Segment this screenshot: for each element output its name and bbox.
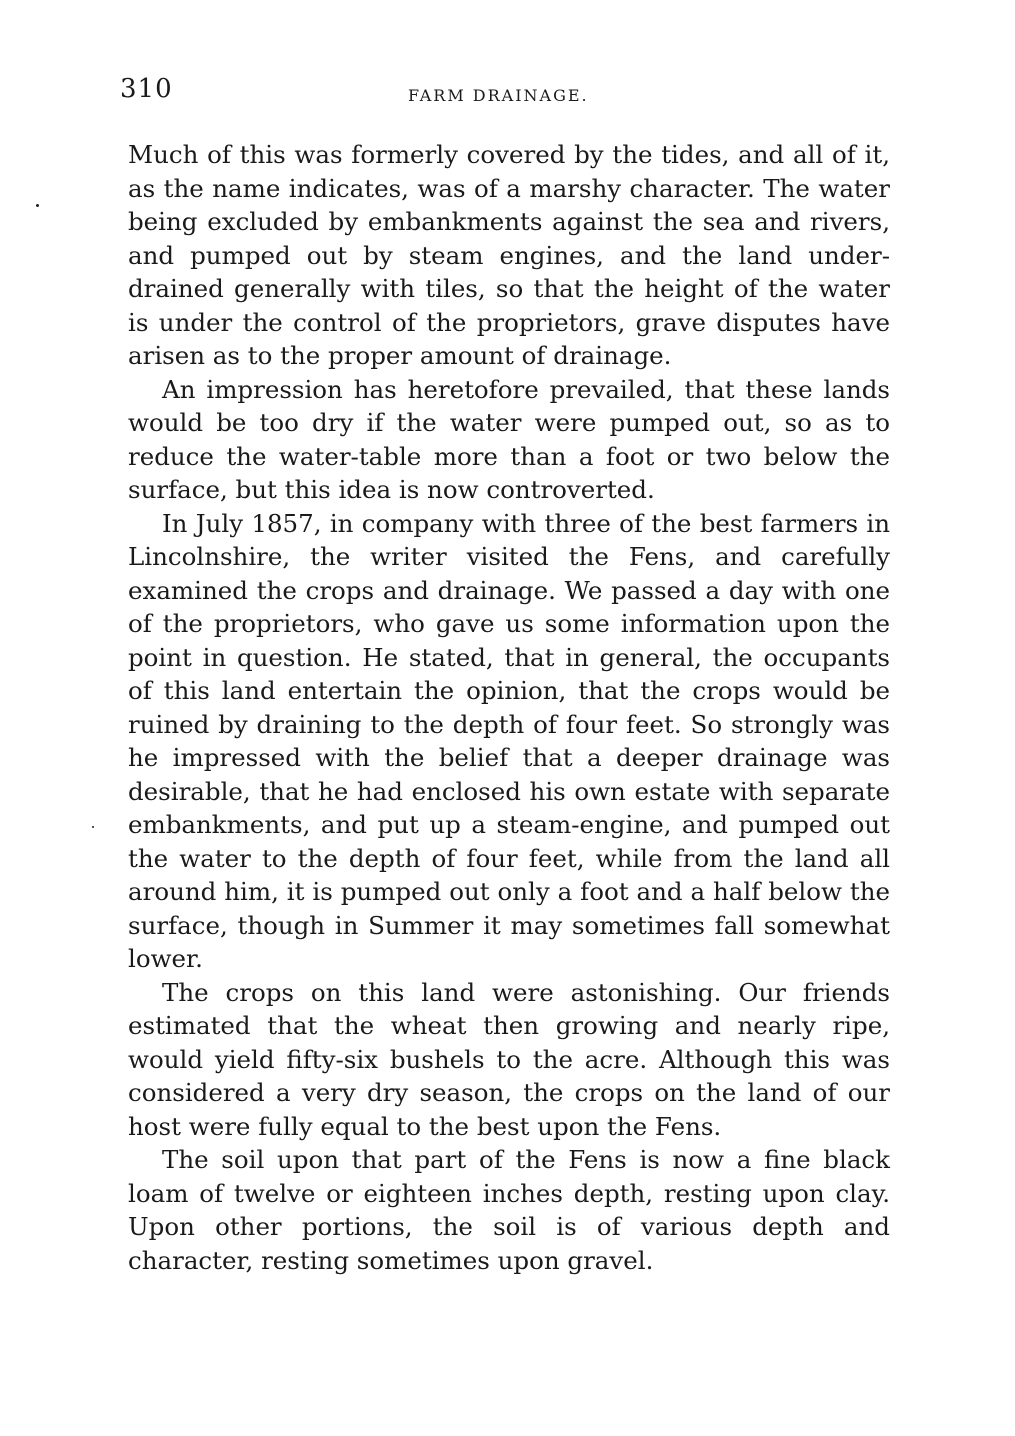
paragraph-4: The crops on this land were astonishing. Our friends estimated that the wheat then growing and nearly ripe, would yield fifty-six bushels to the acre. Although this was considered a very dry season, the crops on the land of our host were fully equal to the best upon the Fens.: [128, 977, 890, 1141]
paragraph-1: Much of this was formerly covered by the tides, and all of it, as the name indicates, was of a marshy character. The water being excluded by embankments against the sea and rivers, and pumped out by steam engines, and the land under-drained generally with tiles, so that the height of the water is under the control of the proprietors, grave disputes have arisen as to the proper amount of drainage.: [128, 140, 890, 370]
page-header: [120, 74, 890, 114]
scan-speck: [92, 826, 94, 828]
running-head: FARM DRAINAGE.: [408, 86, 589, 105]
paragraph-2: An impression has heretofore prevailed, that these lands would be too dry if the water were pumped out, so as to reduce the water-table more than a foot or two below the surface, but this idea is now controverted.: [128, 374, 890, 504]
body-text: [128, 138, 890, 1277]
page-number: 310: [120, 74, 173, 104]
scan-speck: [36, 204, 39, 207]
paragraph-5: The soil upon that part of the Fens is now a fine black loam of twelve or eighteen inches depth, resting upon clay. Upon other portions, the soil is of various depth and character, resting sometimes upon gravel.: [128, 1145, 890, 1275]
paragraph-3: In July 1857, in company with three of the best farmers in Lincolnshire, the writer visited the Fens, and carefully examined the crops and drainage. We passed a day with one of the proprietors, who gave us some information upon the point in question. He stated, that in general, the occupants of this land entertain the opinion, that the crops would be ruined by draining to the depth of four feet. So strongly was he impressed with the belief that a deeper drainage was desirable, that he had enclosed his own estate with separate embankments, and put up a steam-engine, and pumped out the water to the depth of four feet, while from the land all around him, it is pumped out only a foot and a half below the surface, though in Summer it may sometimes fall somewhat lower.: [128, 508, 890, 973]
